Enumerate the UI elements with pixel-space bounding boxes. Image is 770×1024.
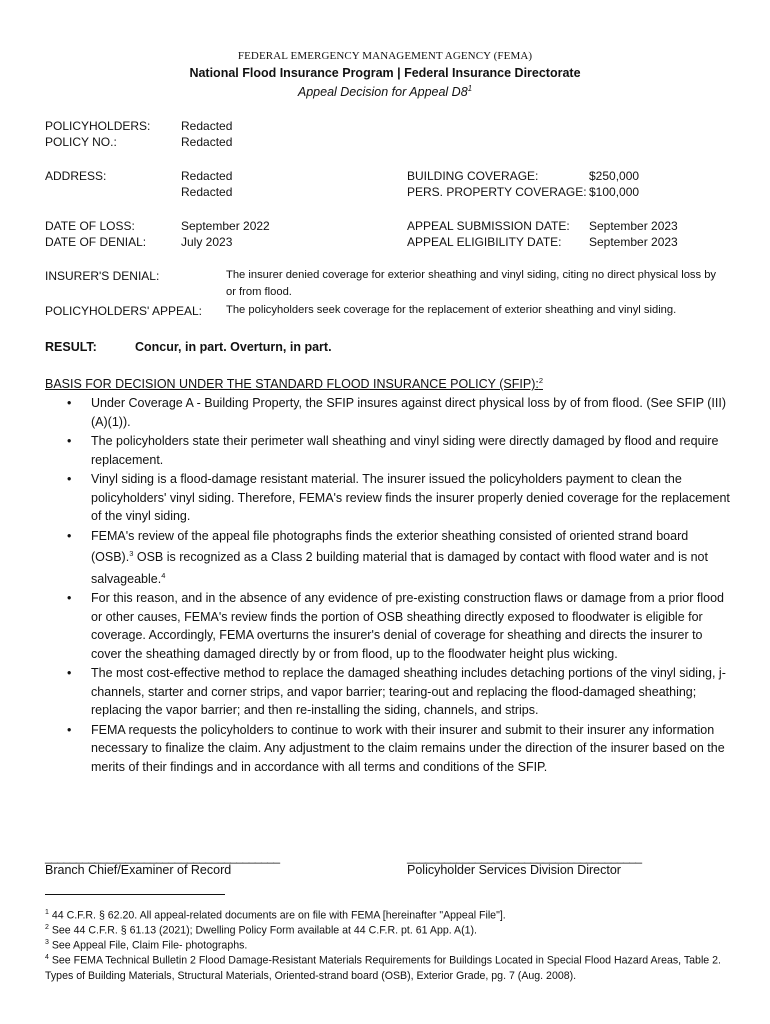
appeal-eligibility-label: APPEAL ELIGIBILITY DATE: (407, 235, 562, 249)
basis-bullet-list (45, 394, 730, 777)
list-item (45, 664, 730, 720)
list-item (45, 470, 730, 526)
result-value: Concur, in part. Overturn, in part. (135, 340, 332, 354)
footnote-text: See Appeal File, Claim File- photographs. (48, 939, 248, 952)
footnote-text: See FEMA Technical Bulletin 2 Flood Damage-Resistant Materials Requirements for Buildings Located in Special Flood Hazard Areas, Table 2. Types of Building Materials, Structural Materials, Oriented-strand board (OSB), Exterior Grade, pg. 7 (Aug. 2008). (45, 954, 721, 982)
list-item (45, 432, 730, 469)
program-header: National Flood Insurance Program | Federal Insurance Directorate (189, 66, 581, 80)
document-title (0, 84, 770, 99)
bullet-icon: • (67, 472, 72, 486)
policy-no-value: Redacted (181, 135, 233, 149)
list-item (45, 527, 730, 589)
address-line-1: Redacted (181, 169, 233, 183)
address-label: ADDRESS: (45, 169, 107, 183)
bullet-text: For this reason, and in the absence of any evidence of pre-existing construction flaws or damage from a prior flood or other causes, FEMA's review finds the portion of OSB sheathing directly exposed to floodwater is eligible for coverage. Accordingly, FEMA overturns the insurer's denial of coverage for sheathing and directs the insurer to cover the sheathing damaged directly by or from flood, up to the floodwater height plus wicking. (91, 591, 724, 661)
policy-no-label: POLICY NO.: (45, 135, 117, 149)
bullet-text: Under Coverage A - Building Property, the SFIP insures against direct physical loss by of from flood. (See SFIP (III)(A)(1)). (91, 396, 727, 429)
footnote-number: 4 (45, 954, 49, 961)
insurers-denial-label: INSURER'S DENIAL: (45, 269, 160, 283)
bullet-text-continued: OSB is recognized as a Class 2 building material that is damaged by contact with flood water and is not salvageable. (91, 550, 708, 586)
result-label: RESULT: (45, 340, 97, 354)
footnote-ref: 2 (538, 376, 543, 385)
bullet-text: FEMA requests the policyholders to continue to work with their insurer and submit to their insurer any information necessary to finalize the claim. Any adjustment to the claim remains under the direction of the insurer based on the merits of their findings and in accordance with all terms and conditions of the SFIP. (91, 722, 725, 774)
date-of-denial-label: DATE OF DENIAL: (45, 235, 147, 249)
bullet-text: FEMA's review of the appeal file photographs finds the exterior sheathing consisted of oriented strand board (OSB). (91, 528, 689, 565)
address-line-2: Redacted (181, 185, 233, 199)
date-of-loss-label: DATE OF LOSS: (45, 219, 135, 233)
footnote-text: 44 C.F.R. § 62.20. All appeal-related documents are on file with FEMA [hereinafter "Appeal File"]. (48, 909, 506, 922)
bullet-icon: • (67, 591, 72, 606)
bullet-icon: • (67, 434, 72, 448)
agency-header: FEDERAL EMERGENCY MANAGEMENT AGENCY (FEMA) (237, 50, 533, 62)
bullet-text: The most cost-effective method to replace the damaged sheathing includes detaching portions of the vinyl siding, j-channels, starter and corner strips, and vapor barrier; tearing-out and replacing the flood-damaged sheathing; replacing the vapor barrier; and then re-installing the siding, channels, and strips. (91, 666, 726, 718)
footnote-ref: 4 (161, 570, 166, 580)
footnote-divider (45, 894, 225, 895)
date-of-denial-value: July 2023 (181, 235, 233, 249)
list-item (45, 394, 730, 431)
division-director-label: Policyholder Services Division Director (407, 863, 621, 877)
footnote-number: 1 (45, 909, 49, 916)
basis-heading (45, 376, 543, 391)
footnote-number: 3 (45, 939, 49, 946)
date-of-loss-value: September 2022 (181, 219, 270, 233)
footnote-ref: 3 (129, 549, 134, 558)
building-coverage-label: BUILDING COVERAGE: (407, 169, 539, 183)
pers-property-label: PERS. PROPERTY COVERAGE: (407, 185, 587, 199)
policyholders-appeal-label: POLICYHOLDERS' APPEAL: (45, 304, 203, 318)
bullet-icon: • (67, 666, 72, 681)
footnote-text: See 44 C.F.R. § 61.13 (2021); Dwelling Policy Form available at 44 C.F.R. pt. 61 App. A(1). (48, 924, 477, 937)
policyholders-appeal-text: The policyholders seek coverage for the replacement of exterior sheathing and vinyl siding. (226, 304, 677, 316)
pers-property-value: $100,000 (589, 185, 640, 199)
bullet-text: The policyholders state their perimeter wall sheathing and vinyl siding were directly damaged by flood and require replacement. (91, 434, 719, 467)
list-item (45, 589, 730, 663)
bullet-text: Vinyl siding is a flood-damage resistant material. The insurer issued the policyholders payment to clean the policyholders' vinyl siding. Therefore, FEMA's review finds the insurer properly denied coverage for the replacement of the vinyl siding. (91, 472, 730, 523)
appeal-submission-value: September 2023 (589, 219, 678, 233)
bullet-icon: • (67, 528, 72, 543)
signature-line-left: ______________________________________ (45, 850, 280, 864)
branch-chief-label: Branch Chief/Examiner of Record (45, 863, 232, 877)
appeal-eligibility-value: September 2023 (589, 235, 678, 249)
basis-heading-text: BASIS FOR DECISION UNDER THE STANDARD FLOOD INSURANCE POLICY (SFIP): (45, 377, 539, 392)
document-title-text: Appeal Decision for Appeal D8 (297, 85, 468, 100)
footnote-ref: 1 (467, 84, 473, 93)
building-coverage-value: $250,000 (589, 169, 640, 183)
bullet-icon: • (67, 722, 72, 737)
footnote-4 (45, 950, 745, 984)
list-item (45, 721, 730, 777)
policyholders-label: POLICYHOLDERS: (45, 119, 151, 133)
signature-line-right: ______________________________________ (407, 850, 642, 864)
appeal-submission-label: APPEAL SUBMISSION DATE: (407, 219, 570, 233)
insurers-denial-text: The insurer denied coverage for exterior sheathing and vinyl siding, citing no direct physical loss by or from flood. (226, 269, 717, 298)
footnote-number: 2 (45, 924, 49, 931)
bullet-icon: • (67, 396, 72, 410)
policyholders-value: Redacted (181, 119, 233, 133)
